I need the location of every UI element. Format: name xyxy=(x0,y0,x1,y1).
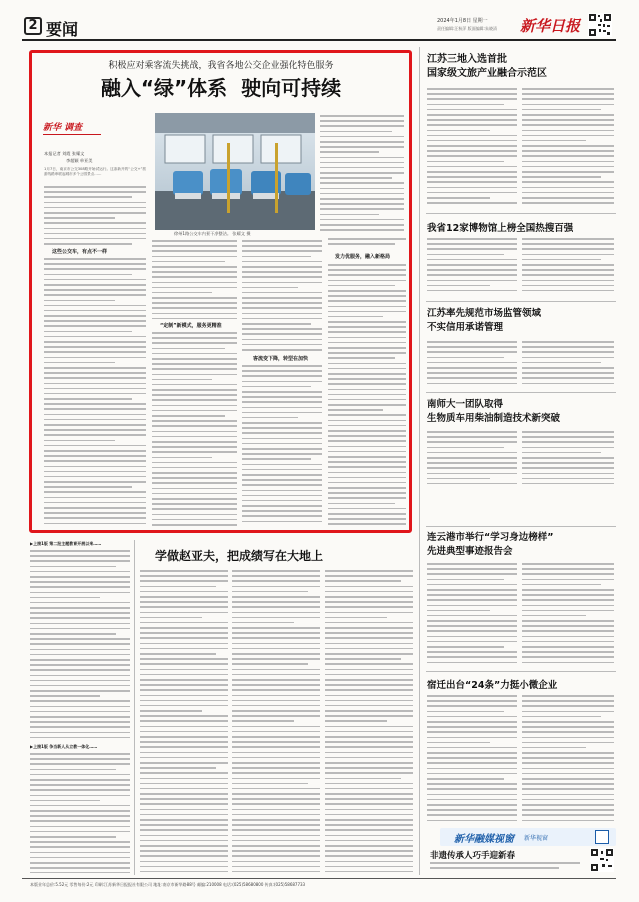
column-logo-text: 新华 调查 xyxy=(43,123,83,133)
header-rule xyxy=(22,39,616,41)
story5-title: 连云港市举行“学习身边榜样” 先进典型事迹报告会 xyxy=(427,532,554,557)
header-editor: 责任编辑:汪秋萍 版面编辑:朱晓清 xyxy=(437,26,497,31)
divider-5 xyxy=(426,671,616,672)
story1-text-b xyxy=(522,88,614,208)
byline-2: 李超颖 单亚美 xyxy=(66,158,93,163)
header-date: 2024年1月8日 星期一 xyxy=(437,18,488,24)
column-logo-underline xyxy=(43,134,101,135)
divider-2 xyxy=(426,301,616,302)
page-number: 2 xyxy=(28,18,38,33)
story7-text xyxy=(430,862,580,875)
bottom-text-col-2 xyxy=(232,570,320,874)
story4-text-a xyxy=(427,431,517,491)
bottom-left-item-2: ▶上接1版 争当新人从立教一体化…… xyxy=(30,744,98,749)
subhead-4: 发力优服务，融入新格局 xyxy=(335,254,391,260)
story2-title: 我省12家博物馆上榜全国热搜百强 xyxy=(427,223,574,234)
footer-text: 本版业年总价:5.52元 零售每份:2元 印刷:江苏新华日报报社有限公司 地址:南京市新华路88号 邮编:210008 电话:(025)58680800 传真:(025)58687733 xyxy=(30,882,306,887)
story4-title: 南师大一团队取得 生物质车用柴油制造技术新突破 xyxy=(427,399,561,424)
subhead-3: 客流变下降，转型在加快 xyxy=(253,356,309,362)
feature-text-col-3b xyxy=(242,365,322,526)
story5-text-b xyxy=(522,563,614,665)
bottom-left-text-b xyxy=(30,753,130,873)
masthead-logo: 新华日报 xyxy=(520,17,581,35)
feature-photo xyxy=(155,113,315,230)
divider-3 xyxy=(426,392,616,393)
feature-text-col-2a xyxy=(152,240,237,320)
story7-title: 非遗传承人巧手迎新春 xyxy=(430,851,516,861)
feature-headline: 融入“绿”体系 驶向可持续 xyxy=(100,76,342,100)
bottom-text-col-1 xyxy=(140,570,228,874)
story6-text-a xyxy=(427,695,517,821)
story5-text-a xyxy=(427,563,517,665)
right-col-divider xyxy=(419,47,420,875)
story6-title: 宿迁出台“24条”力挺小微企业 xyxy=(427,680,558,691)
subhead-1: 这些公交车，有点不一样 xyxy=(52,249,108,255)
bottom-left-item-1: ▶上接1版 第二批主题教育开展以来…… xyxy=(30,541,102,546)
feature-text-col-4b xyxy=(328,264,406,526)
header-qr-code[interactable] xyxy=(588,13,612,37)
feature-kicker: 积极应对乘客流失挑战，我省各地公交企业强化特色服务 xyxy=(108,61,334,71)
feature-text-col-3a xyxy=(242,240,322,352)
byline-1: 本报记者 刘霞 张耀文 xyxy=(44,151,85,156)
bottom-left-divider xyxy=(134,540,135,875)
feature-text-col-4a xyxy=(328,238,406,251)
divider-1 xyxy=(426,213,616,214)
story3-text-a xyxy=(427,341,517,387)
story3-title: 江苏率先规范市场监管领域 不实信用承诺管理 xyxy=(427,308,542,333)
story1-text-a xyxy=(427,88,517,208)
story2-text-a xyxy=(427,238,517,296)
media-window-qr-icon xyxy=(595,830,609,844)
bottom-headline: 学做赵亚夫，把成绩写在大地上 xyxy=(155,549,324,563)
feature-text-col-2b xyxy=(152,332,237,526)
story6-text-b xyxy=(522,695,614,821)
media-window-brand: 新华融媒视窗 xyxy=(454,834,514,845)
column-logo xyxy=(43,120,103,148)
media-window-banner[interactable] xyxy=(440,828,616,846)
media-window-sub: 新华视窗 xyxy=(524,835,549,842)
photo-caption: 徐州1路公交车内景干净整洁。 张耀文 摄 xyxy=(174,231,251,236)
feature-text-col-1b xyxy=(44,258,146,526)
bottom-left-text-a xyxy=(30,550,130,740)
story3-text-b xyxy=(522,341,614,387)
page-number-badge xyxy=(24,17,42,35)
section-title: 要闻 xyxy=(46,20,79,39)
story2-text-b xyxy=(522,238,614,296)
feature-lede: 1月7日，南京市公交308路开始试运行。这条新开的“公交+”旅游线路串联起城市多个公园景点…… xyxy=(44,167,146,177)
feature-text-col-1a xyxy=(44,186,146,246)
story7-qr-code[interactable] xyxy=(590,848,614,872)
story4-text-b xyxy=(522,431,614,491)
divider-4 xyxy=(426,526,616,527)
footer-rule xyxy=(22,878,616,879)
subhead-2: “定制”新模式，服务更精准 xyxy=(160,323,222,329)
bottom-text-col-3 xyxy=(325,570,413,874)
story1-title: 江苏三地入选首批 国家级文旅产业融合示范区 xyxy=(427,54,547,79)
feature-text-col-right xyxy=(320,115,404,233)
